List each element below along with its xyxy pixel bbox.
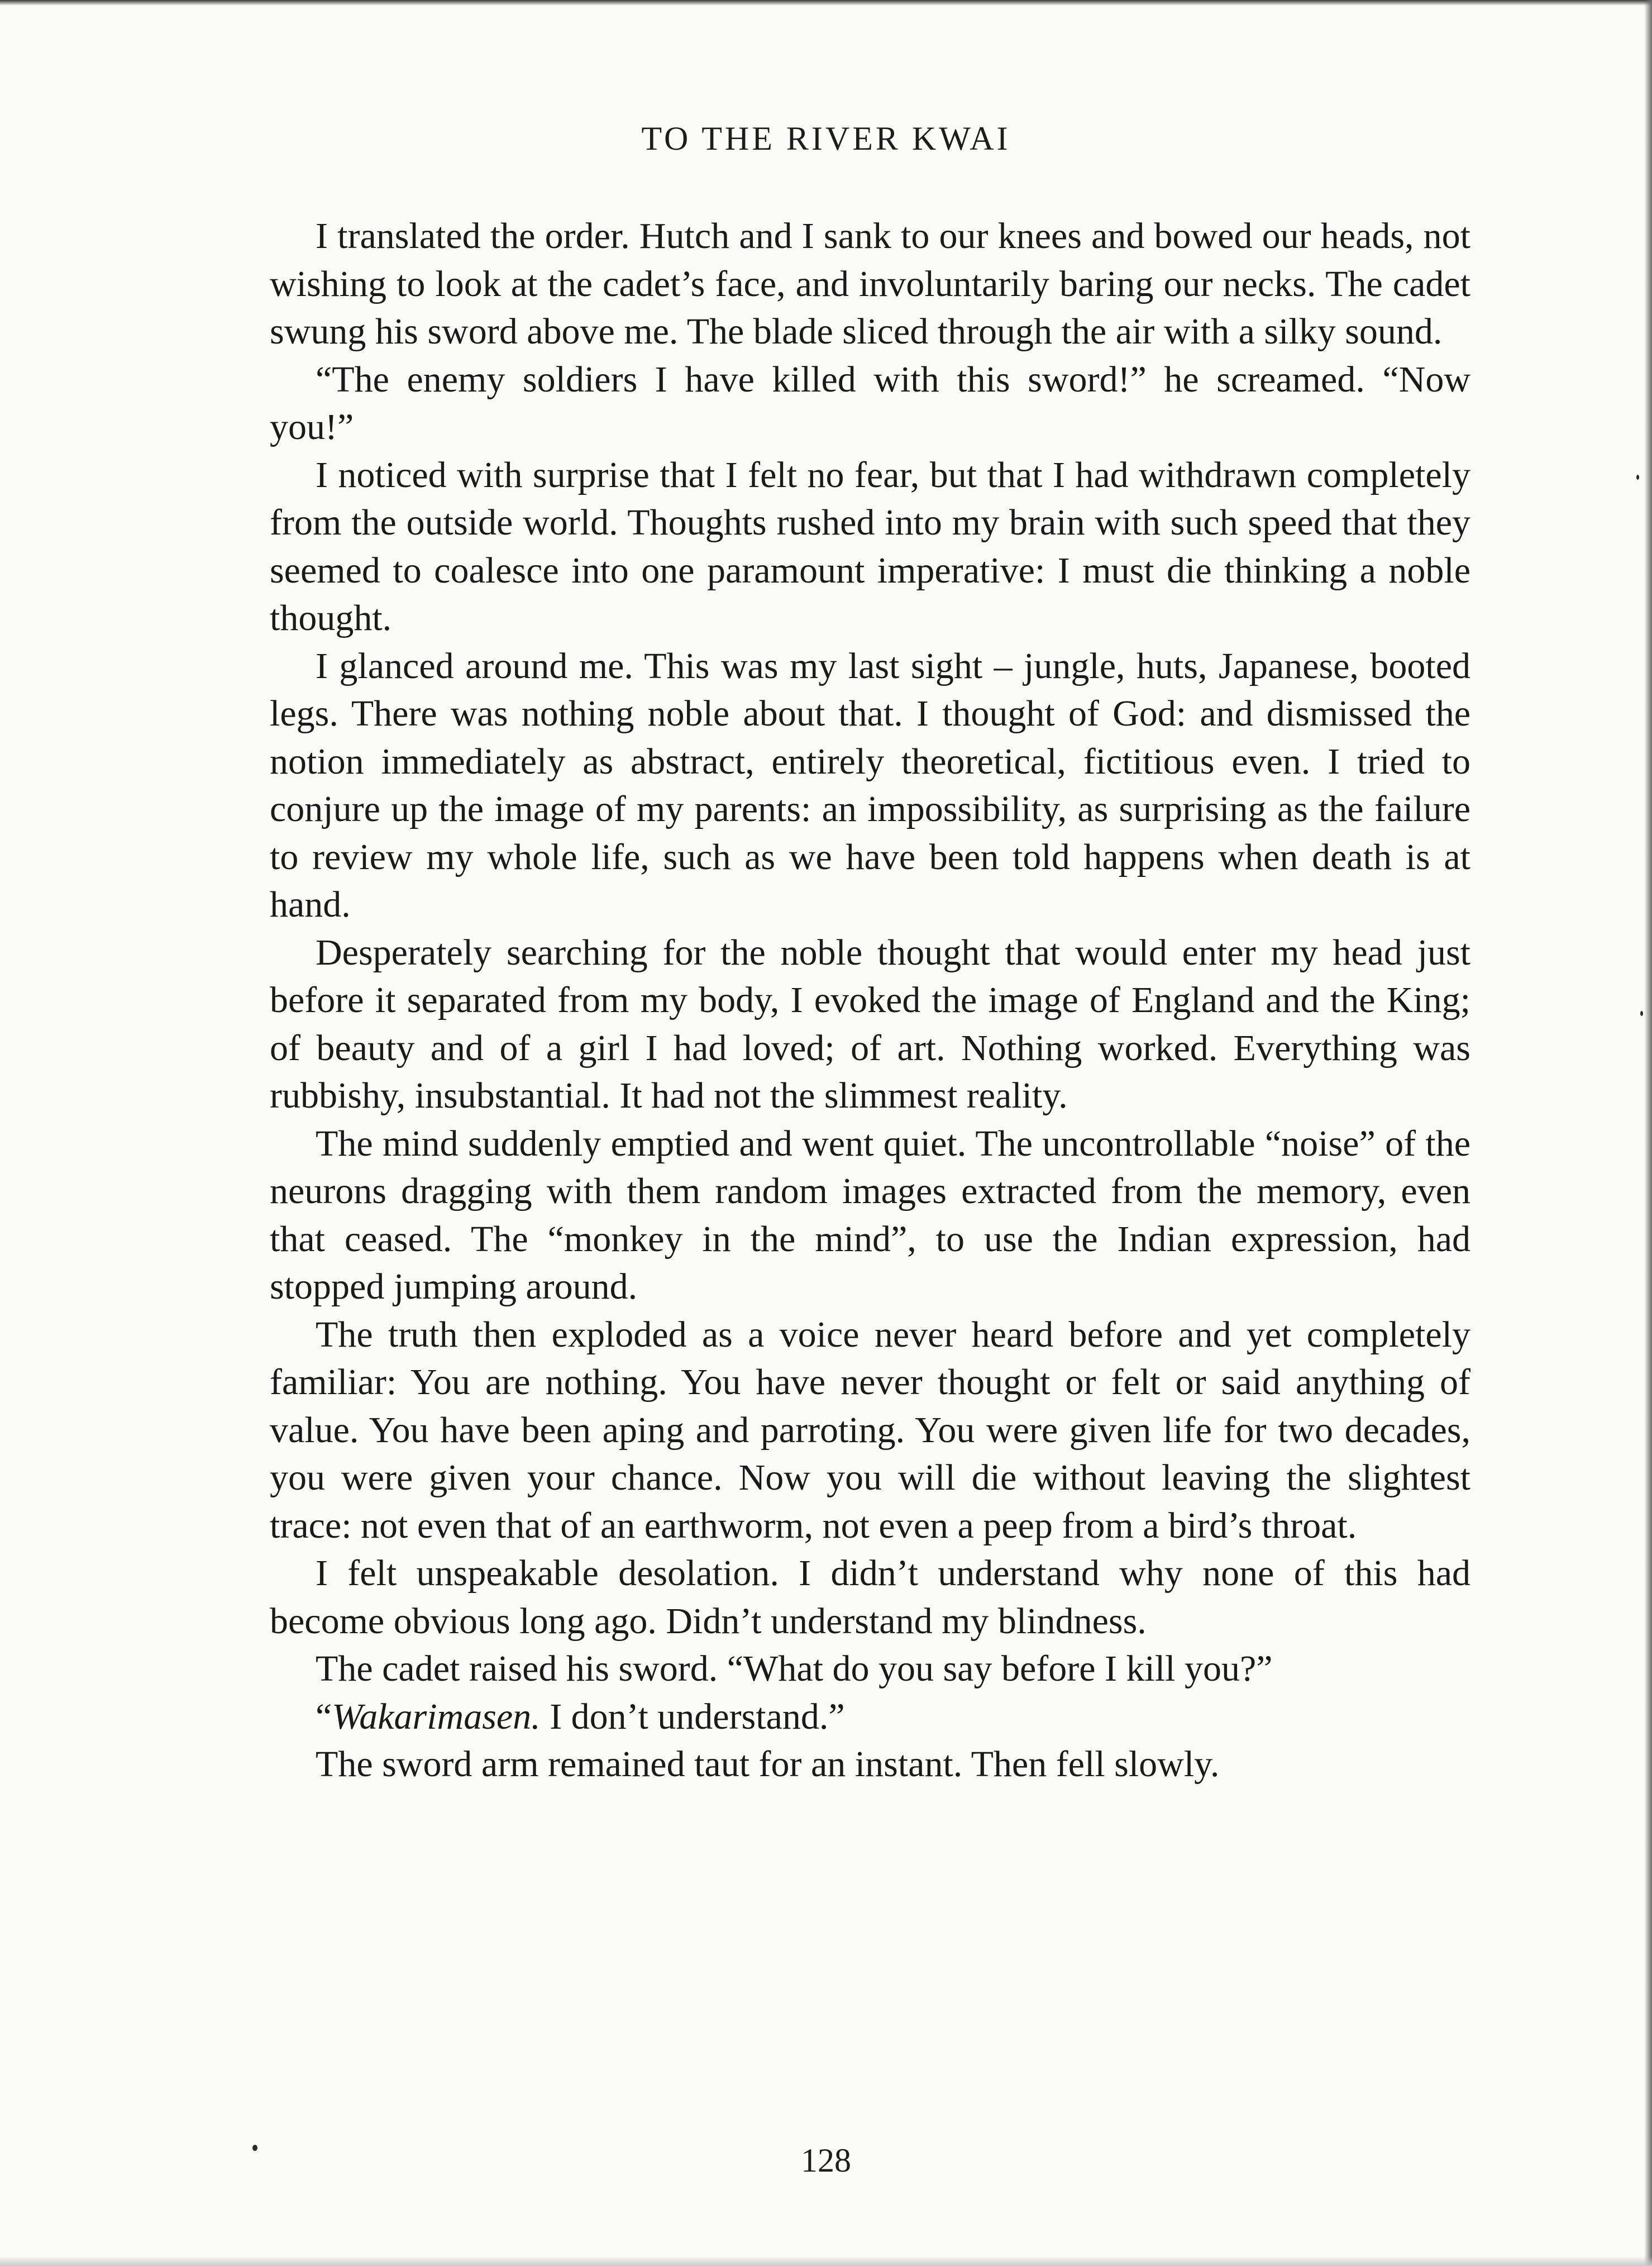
paragraph-7: The truth then exploded as a voice never heard before and yet completely familiar: You are nothing. You have never thought or felt or said anything of value. You have been aping and parroting. You were given life for two decades, you were given your chance. Now you will die without leaving the slightest trace: not even that of an earthworm, not even a peep from a bird’s throat. xyxy=(270,1314,1470,1546)
scan-speck xyxy=(252,2145,257,2151)
paragraph-1: I translated the order. Hutch and I sank to our knees and bowed our heads, not wishing to look at the cadet’s face, and involuntarily baring our necks. The cadet swung his sword above me. The blade sliced through the air with a silky sound. xyxy=(270,216,1470,352)
scan-speck xyxy=(1640,1011,1643,1016)
paragraph-5: Desperately searching for the noble thought that would enter my head just before it separated from my body, I evoked the image of England and the King; of beauty and of a girl I had loved; of art. Nothing worked. Everything was rubbishy, insubstantial. It had not the slimmest reality. xyxy=(270,932,1470,1116)
paragraph-10-rest: I don’t understand.” xyxy=(540,1696,845,1737)
running-head: TO THE RIVER KWAI xyxy=(641,120,1011,157)
paragraph-4: I glanced around me. This was my last sight – jungle, huts, Japanese, booted legs. There was nothing noble about that. I thought of God: and dismissed the notion immediately as abstract, entirely theoretical, fictitious even. I tried to conjure up the image of my parents: an impossibility, as surprising as the failure to review my whole life, such as we have been told happens when death is at hand. xyxy=(270,645,1470,925)
paragraph-6: The mind suddenly emptied and went quiet. The uncontrollable “noise” of the neurons dragging with them random images extracted from the memory, even that ceased. The “monkey in the mind”, to use the Indian expression, had stopped jumping around. xyxy=(270,1123,1470,1307)
page-number: 128 xyxy=(801,2142,851,2179)
paragraph-10 xyxy=(270,1693,1470,1741)
paragraph-8: I felt unspeakable desolation. I didn’t understand why none of this had become obvious long ago. Didn’t understand my blindness. xyxy=(270,1553,1470,1642)
paragraph-11: The sword arm remained taut for an instant. Then fell slowly. xyxy=(316,1744,1220,1785)
scan-edge-right xyxy=(1644,0,1652,2266)
body-text xyxy=(270,212,1470,1788)
paragraph-2: “The enemy soldiers I have killed with this sword!” he screamed. “Now you!” xyxy=(270,359,1470,447)
scan-speck xyxy=(1636,475,1639,480)
italic-word: Wakarimasen. xyxy=(332,1696,541,1737)
scan-edge-bottom xyxy=(0,2256,1652,2266)
paragraph-9: The cadet raised his sword. “What do you say before I kill you?” xyxy=(316,1648,1273,1689)
open-quote: “ xyxy=(316,1696,332,1737)
paragraph-3: I noticed with surprise that I felt no fear, but that I had withdrawn completely from the outside world. Thoughts rushed into my brain with such speed that they seemed to coalesce into one paramount imperative: I must die thinking a noble thought. xyxy=(270,454,1470,638)
scan-edge-top xyxy=(0,0,1652,6)
